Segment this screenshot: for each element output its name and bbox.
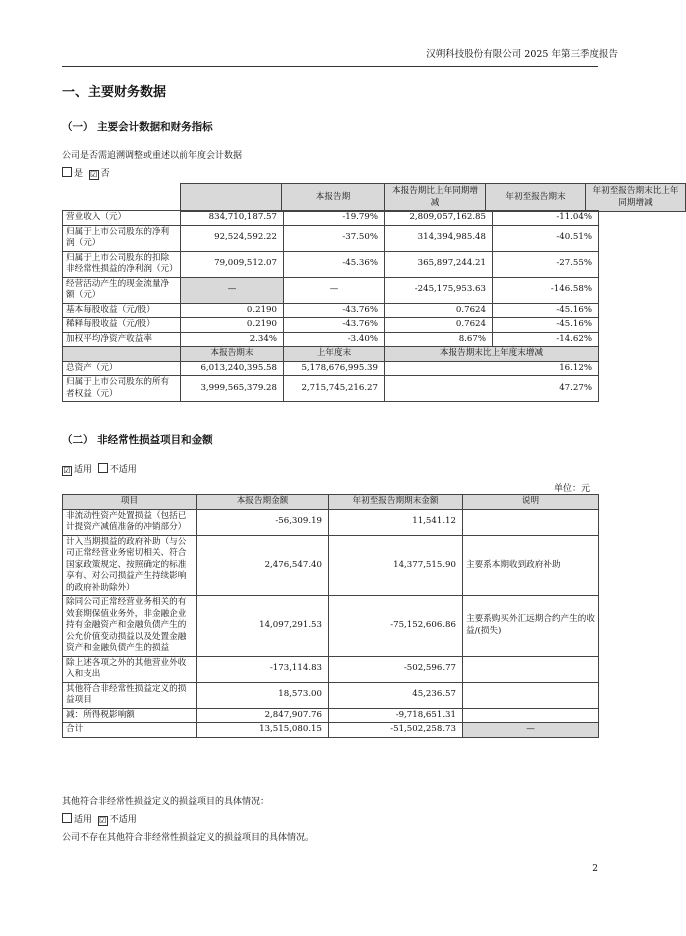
cell-note (463, 656, 599, 682)
option-not-applicable-label-2: 不适用 (109, 815, 137, 825)
cell-value: — (181, 277, 284, 303)
table-row (63, 251, 599, 277)
header-cell: 上年度末 (284, 347, 385, 362)
header-cell: 本报告期 (282, 184, 385, 212)
cell-value: -502,596.77 (329, 656, 463, 682)
cell-value: 79,009,512.07 (181, 251, 284, 277)
table-row (63, 332, 599, 347)
header-cell: 本报告期末 (181, 347, 284, 362)
row-label: 经营活动产生的现金流量净额（元） (63, 277, 181, 303)
cell-value: -3.40% (284, 332, 385, 347)
cell-note (463, 509, 599, 535)
row-label: 加权平均净资产收益率 (63, 332, 181, 347)
table-row (63, 376, 599, 402)
cell-value: -9,718,651.31 (329, 708, 463, 723)
checkbox-applicable-2[interactable] (62, 813, 72, 823)
row-label: 减：所得税影响额 (63, 708, 197, 723)
cell-value: -19.79% (284, 211, 385, 226)
cell-value: 14,377,515.90 (329, 535, 463, 596)
cell-value: — (284, 277, 385, 303)
cell-value: -45.16% (493, 318, 599, 333)
table-row (63, 211, 599, 226)
header-cell: 本报告期末比上年度末增减 (385, 347, 599, 362)
table-row (63, 682, 599, 708)
cell-value: -173,114.83 (197, 656, 329, 682)
header-cell: 本报告期金额 (197, 495, 329, 510)
table-row (63, 318, 599, 333)
cell-note: 主要系购买外汇远期合约产生的收益/(损失) (463, 596, 599, 657)
cell-value: 2,476,547.40 (197, 535, 329, 596)
subsection-title-1: （一） 主要会计数据和财务指标 (62, 121, 213, 133)
checkbox-applicable[interactable]: ☑ (63, 466, 71, 475)
cell-value: 2,809,057,162.85 (385, 211, 493, 226)
table-row (63, 509, 599, 535)
header-cell: 说明 (463, 495, 599, 510)
option-not-applicable-label: 不适用 (109, 465, 137, 475)
cell-value: -37.50% (284, 225, 385, 251)
table-row (63, 656, 599, 682)
table-row (63, 225, 599, 251)
checkbox-yes[interactable] (62, 167, 72, 177)
row-label: 归属于上市公司股东的净利润（元） (63, 225, 181, 251)
row-label: 稀释每股收益（元/股） (63, 318, 181, 333)
cell-value: 16.12% (385, 361, 599, 376)
cell-value: 314,394,985.48 (385, 225, 493, 251)
cell-value: 5,178,676,995.39 (284, 361, 385, 376)
table-header-row (181, 184, 686, 212)
cell-value: 3,999,565,379.28 (181, 376, 284, 402)
non-recurring-items-table (62, 494, 599, 738)
row-label: 除同公司正常经营业务相关的有效套期保值业务外，非金融企业持有金融资产和金融负债产生的公允价值变动损益以及处置金融资产和金融负债产生的损益 (63, 596, 197, 657)
header-cell: 年初至报告期末比上年同期增减 (586, 184, 686, 212)
cell-value: -45.36% (284, 251, 385, 277)
cell-value: 2,847,907.76 (197, 708, 329, 723)
header-cell: 本报告期比上年同期增减 (385, 184, 486, 212)
option-applicable-label: 适用 (74, 465, 93, 475)
section-title: 一、主要财务数据 (62, 85, 167, 100)
cell-value: 18,573.00 (197, 682, 329, 708)
cell-value: 0.7624 (385, 318, 493, 333)
other-items-options (62, 812, 137, 826)
checkbox-not-applicable[interactable] (98, 463, 108, 473)
option-no-label: 否 (100, 169, 110, 179)
row-label: 归属于上市公司股东的所有者权益（元） (63, 376, 181, 402)
table-row (63, 303, 599, 318)
cell-value: -27.55% (493, 251, 599, 277)
row-label: 归属于上市公司股东的扣除非经常性损益的净利润（元） (63, 251, 181, 277)
cell-value: 0.7624 (385, 303, 493, 318)
cell-value: 834,710,187.57 (181, 211, 284, 226)
financial-indicators-body (62, 210, 599, 402)
cell-value: 45,236.57 (329, 682, 463, 708)
table-header-row (63, 495, 599, 510)
table-row (63, 277, 599, 303)
other-items-statement: 公司不存在其他符合非经常性损益定义的损益项目的具体情况。 (62, 833, 315, 843)
cell-value: 2.34% (181, 332, 284, 347)
cell-value: 365,897,244.21 (385, 251, 493, 277)
restatement-question: 公司是否需追溯调整或重述以前年度会计数据 (62, 151, 243, 161)
cell-value: 8.67% (385, 332, 493, 347)
cell-value: 47.27% (385, 376, 599, 402)
header-cell (181, 184, 282, 212)
financial-indicators-table (180, 183, 686, 212)
cell-value: -75,152,606.86 (329, 596, 463, 657)
cell-value: 14,097,291.53 (197, 596, 329, 657)
cell-value: -51,502,258.73 (329, 723, 463, 738)
header-cell (63, 347, 181, 362)
cell-value: -43.76% (284, 303, 385, 318)
table-row (63, 596, 599, 657)
applicability-options (62, 462, 137, 476)
cell-value: 92,524,592.22 (181, 225, 284, 251)
restatement-options (62, 166, 110, 180)
cell-value: -45.16% (493, 303, 599, 318)
unit-label: 单位：元 (553, 484, 590, 494)
row-label: 非流动性资产处置损益（包括已计提资产减值准备的冲销部分） (63, 509, 197, 535)
cell-value: -146.58% (493, 277, 599, 303)
cell-value: -14.62% (493, 332, 599, 347)
header-cell: 项目 (63, 495, 197, 510)
cell-value: 2,715,745,216.27 (284, 376, 385, 402)
document-header-title: 汉朔科技股份有限公司 2025 年第三季度报告 (426, 49, 618, 60)
table-row (63, 708, 599, 723)
cell-value: 11,541.12 (329, 509, 463, 535)
row-label: 合计 (63, 723, 197, 738)
subsection-title-2: （二） 非经常性损益项目和金额 (62, 434, 213, 446)
checkbox-no[interactable]: ☑ (90, 170, 98, 179)
cell-value: -56,309.19 (197, 509, 329, 535)
row-label: 营业收入（元） (63, 211, 181, 226)
cell-note: 主要系本期收到政府补助 (463, 535, 599, 596)
cell-note: — (463, 723, 599, 738)
cell-value: -40.51% (493, 225, 599, 251)
table-row (63, 361, 599, 376)
table-row (63, 535, 599, 596)
cell-value: -11.04% (493, 211, 599, 226)
page-number: 2 (592, 864, 598, 874)
cell-note (463, 708, 599, 723)
row-label: 其他符合非经常性损益定义的损益项目 (63, 682, 197, 708)
row-label: 计入当期损益的政府补助（与公司正常经营业务密切相关、符合国家政策规定、按照确定的标准享有、对公司损益产生持续影响的政府补助除外） (63, 535, 197, 596)
header-cell: 年初至报告期期末金额 (329, 495, 463, 510)
header-divider (62, 66, 598, 67)
row-label: 总资产（元） (63, 361, 181, 376)
cell-value: 13,515,080.15 (197, 723, 329, 738)
row-label: 除上述各项之外的其他营业外收入和支出 (63, 656, 197, 682)
cell-value: -43.76% (284, 318, 385, 333)
row-label: 基本每股收益（元/股） (63, 303, 181, 318)
other-items-note: 其他符合非经常性损益定义的损益项目的具体情况： (62, 797, 270, 807)
table-total-row (63, 723, 599, 738)
cell-value: -245,175,953.63 (385, 277, 493, 303)
option-applicable-label-2: 适用 (74, 815, 93, 825)
cell-value: 0.2190 (181, 303, 284, 318)
cell-value: 0.2190 (181, 318, 284, 333)
header-cell: 年初至报告期末 (486, 184, 586, 212)
cell-value: 6,013,240,395.58 (181, 361, 284, 376)
option-yes-label: 是 (74, 169, 84, 179)
cell-note (463, 682, 599, 708)
table-subheader-row (63, 347, 599, 362)
checkbox-not-applicable-2[interactable]: ☑ (99, 816, 107, 825)
